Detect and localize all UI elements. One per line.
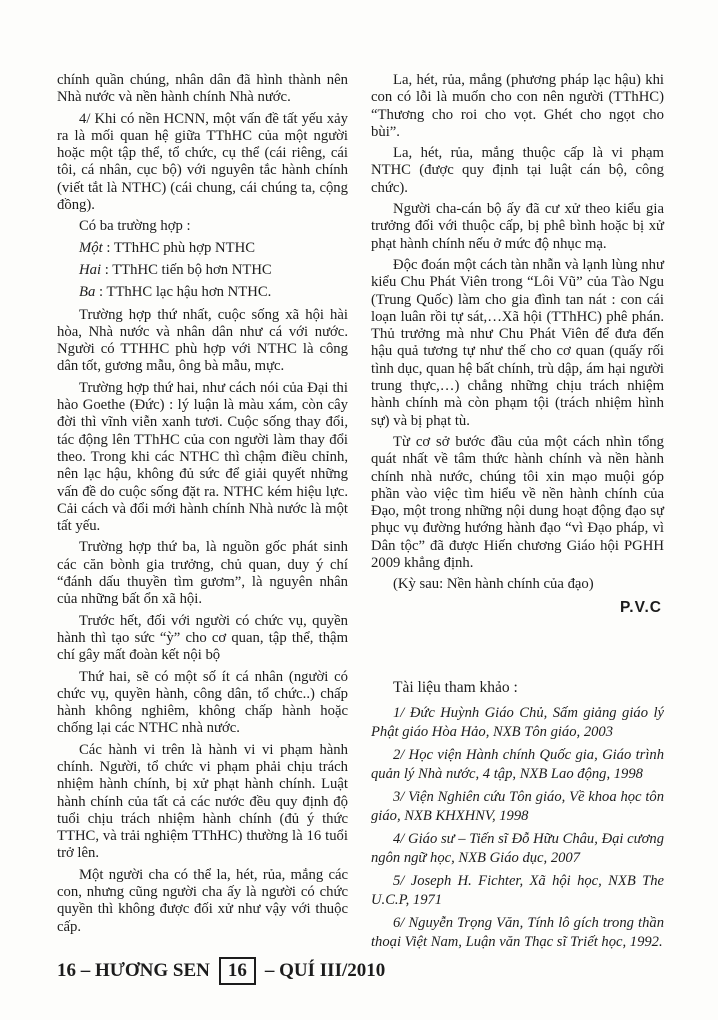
case-item [57,262,348,279]
paragraph: Người cha-cán bộ ấy đã cư xử theo kiểu gia trưởng đối với thuộc cấp, bị phê bình hoặc bị xử phạt hành chính nếu ở mức độ nhục mạ. [371,201,664,252]
page-number-box: 16 [219,957,256,985]
references-heading: Tài liệu tham khảo : [393,678,518,696]
case-lead: Một [79,239,103,256]
reference-item: 4/ Giáo sư – Tiến sĩ Đỗ Hữu Châu, Đại cương ngôn ngữ học, NXB Giáo dục, 2007 [371,830,664,867]
case-lead: Ba [79,284,96,301]
reference-item: 6/ Nguyễn Trọng Văn, Tính lô gích trong thần thoại Việt Nam, Luận văn Thạc sĩ Triết học, 1992. [371,914,664,951]
paragraph: 4/ Khi có nền HCNN, một vấn đề tất yếu xảy ra là mối quan hệ giữa TThHC của một người hoặc một tập thể, tổ chức, cụ thể (cái riêng, cái tôi, cá nhân, cục bộ) với nguyên tắc hành chính (viết tắt là NTHC) (cái chung, cái chúng ta, cộng đồng). [57,110,348,214]
right-column [371,72,664,956]
case-lead: Hai [79,261,102,278]
reference-item: 2/ Học viện Hành chính Quốc gia, Giáo trình quản lý Nhà nước, 4 tập, NXB Lao động, 1998 [371,746,664,783]
paragraph-continuation: chính quần chúng, nhân dân đã hình thành nên Nhà nước và nền hành chính Nhà nước. [57,72,348,106]
left-column [57,72,348,940]
reference-item: 3/ Viện Nghiên cứu Tôn giáo, Về khoa học tôn giáo, NXB KHXHNV, 1998 [371,788,664,825]
case-text: : TThHC phù hợp NTHC [102,239,256,256]
paragraph: Trường hợp thứ ba, là nguồn gốc phát sinh các căn bònh gia trưởng, chủ quan, duy ý chí “đánh dấu thuyền tìm gươm”, là nguyên nhân của những bất ổn xã hội. [57,539,348,608]
next-issue-note: (Kỳ sau: Nền hành chính của đạo) [393,576,594,593]
reference-item: 1/ Đức Huỳnh Giáo Chủ, Sấm giảng giáo lý Phật giáo Hòa Hảo, NXB Tôn giáo, 2003 [371,704,664,741]
paragraph: Từ cơ sở bước đầu của một cách nhìn tổng quát nhất về tâm thức hành chính và nền hành chính nhà nước, chúng tôi xin mạo muội góp phần vào việc tìm hiểu về nền hành chính của Đạo, một trong những nội dung hoạt động đạo sự phục vụ đường hướng hành đạo “vì Đạo pháp, vì Dân tộc” đã được Hiến chương Giáo hội PGHH 2009 khẳng định. [371,433,664,572]
case-text: : TThHC lạc hậu hơn NTHC. [95,284,272,301]
paragraph: Trước hết, đối với người có chức vụ, quyền hành thì tạo sức “ỳ” cho cơ quan, tập thể, thậm chí gây mất đoàn kết nội bộ [57,612,348,664]
case-text: : TThHC tiến bộ hơn NTHC [101,261,272,278]
case-item [57,284,348,301]
footer-journal-name: 16 – HƯƠNG SEN [57,960,210,981]
author-signature: P.V.C [619,598,662,616]
references-section [371,679,664,953]
paragraph: Một người cha có thể la, hét, rủa, mắng các con, nhưng cũng người cha ấy là người có chức quyền thì không được đối xử như vậy với thuộc cấp. [57,866,348,935]
paragraph: Trường hợp thứ nhất, cuộc sống xã hội hài hòa, Nhà nước và nhân dân như cá với nước. Người có TTHHC phù hợp với NTHC là công dân tốt, gương mẫu, ông bà mẫu, mực. [57,306,348,375]
paragraph: Thứ hai, sẽ có một số ít cá nhân (người có chức vụ, quyền hành, công dân, tổ chức..) chấp hành không nghiêm, không chấp hành hoặc chống lại các NTHC nhà nước. [57,668,348,737]
paragraph: Các hành vi trên là hành vi vi phạm hành chính. Người, tổ chức vi phạm phải chịu trách nhiệm hành chính, bị xử phạt hành chính. Luật hành chính của tất cả các nước đều quy định độ tuổi chịu trách nhiệm hành chính (đủ ý thức TTHC, và trải nghiệm TThHC) thường là 16 tuổi trở lên. [57,741,348,862]
paragraph: La, hét, rủa, mắng (phương pháp lạc hậu) khi con có lỗi là muốn cho con nên người (TThHC) “Thương cho roi cho vọt. Ghét cho ngọt cho bùi”. [371,72,664,140]
paragraph: La, hét, rủa, mắng thuộc cấp là vi phạm NTHC (được quy định tại luật cán bộ, công chức). [371,145,664,196]
case-item [57,240,348,257]
footer-issue: – QUÍ III/2010 [264,960,386,981]
paragraph: Có ba trường hợp : [79,218,191,235]
page-footer [57,957,385,985]
paragraph: Độc đoán một cách tàn nhẫn và lạnh lùng như kiểu Chu Phát Viên trong “Lôi Vũ” của Tào Ngu (Trung Quốc) làm cho gia đình tan nát : con cái loạn luân rồi tự sát,…Xã hội (TThHC) phê phán. Thủ trưởng mà như Chu Phát Viên để đưa đến hậu quả tương tự như thế cho cơ quan (quấy rối tình dục, quan hệ bất chính, trù dập, ám hại người trung thực,…) chẳng những chịu trách nhiệm hành chính mà còn phạm tội (trách nhiệm hình sự) và bị phạt tù. [371,256,664,429]
reference-item: 5/ Joseph H. Fichter, Xã hội học, NXB The U.C.P, 1971 [371,872,664,909]
paragraph: Trường hợp thứ hai, như cách nói của Đại thi hào Goethe (Đức) : lý luận là màu xám, còn cây đời thì vĩnh viễn xanh tươi. Cuộc sống thay đổi, tác động lên TThHC của con người làm thay đổi theo. Trong khi các NTHC thì chậm điều chỉnh, nên lạc hậu, không đủ sức để giải quyết những vấn đề do cuộc sống đặt ra. NTHC kém hiệu lực. Cải cách và đổi mới hành chính Nhà nước là một tất yếu. [57,379,348,535]
